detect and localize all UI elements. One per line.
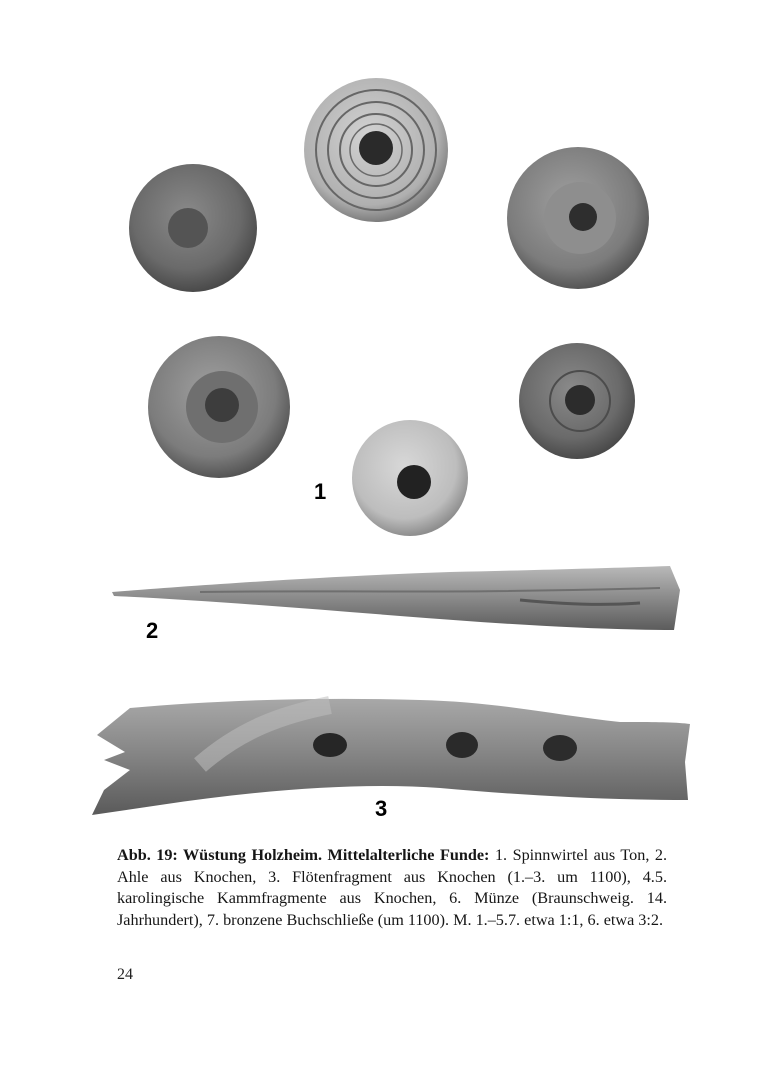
bone-awl xyxy=(112,566,680,630)
spindle-whorl-middle-right xyxy=(519,343,635,459)
figure-caption xyxy=(117,845,667,931)
spindle-whorl-middle-left xyxy=(148,336,290,478)
spindle-whorl-upper-right xyxy=(507,147,649,289)
page-number: 24 xyxy=(117,966,133,983)
figure-label-3: 3 xyxy=(375,796,388,821)
figure-label-1: 1 xyxy=(314,479,327,504)
spindle-whorl-light xyxy=(352,420,468,536)
spindle-whorl-upper-left xyxy=(129,164,257,292)
caption-text: 1. Spinnwirtel aus Ton, 2. Ahle aus Knochen, 3. Flötenfragment aus Knochen (1.–3. um 1100), 4.5. karolingische Kammfragmente aus Knochen, 6. Münze (Braunschweig. 14. Jahrhundert), 7. bronzene Buchschließe (um 1100). M. 1.–5.7. etwa 1:1, 6. etwa 3:2. xyxy=(117,846,667,929)
bone-flute-fragment xyxy=(92,699,690,815)
spindle-whorl-ringed xyxy=(304,78,448,222)
figure-label-2: 2 xyxy=(146,618,159,643)
caption-prefix: Abb. 19: Wüstung Holzheim. Mittelalterliche Funde: xyxy=(117,846,490,864)
